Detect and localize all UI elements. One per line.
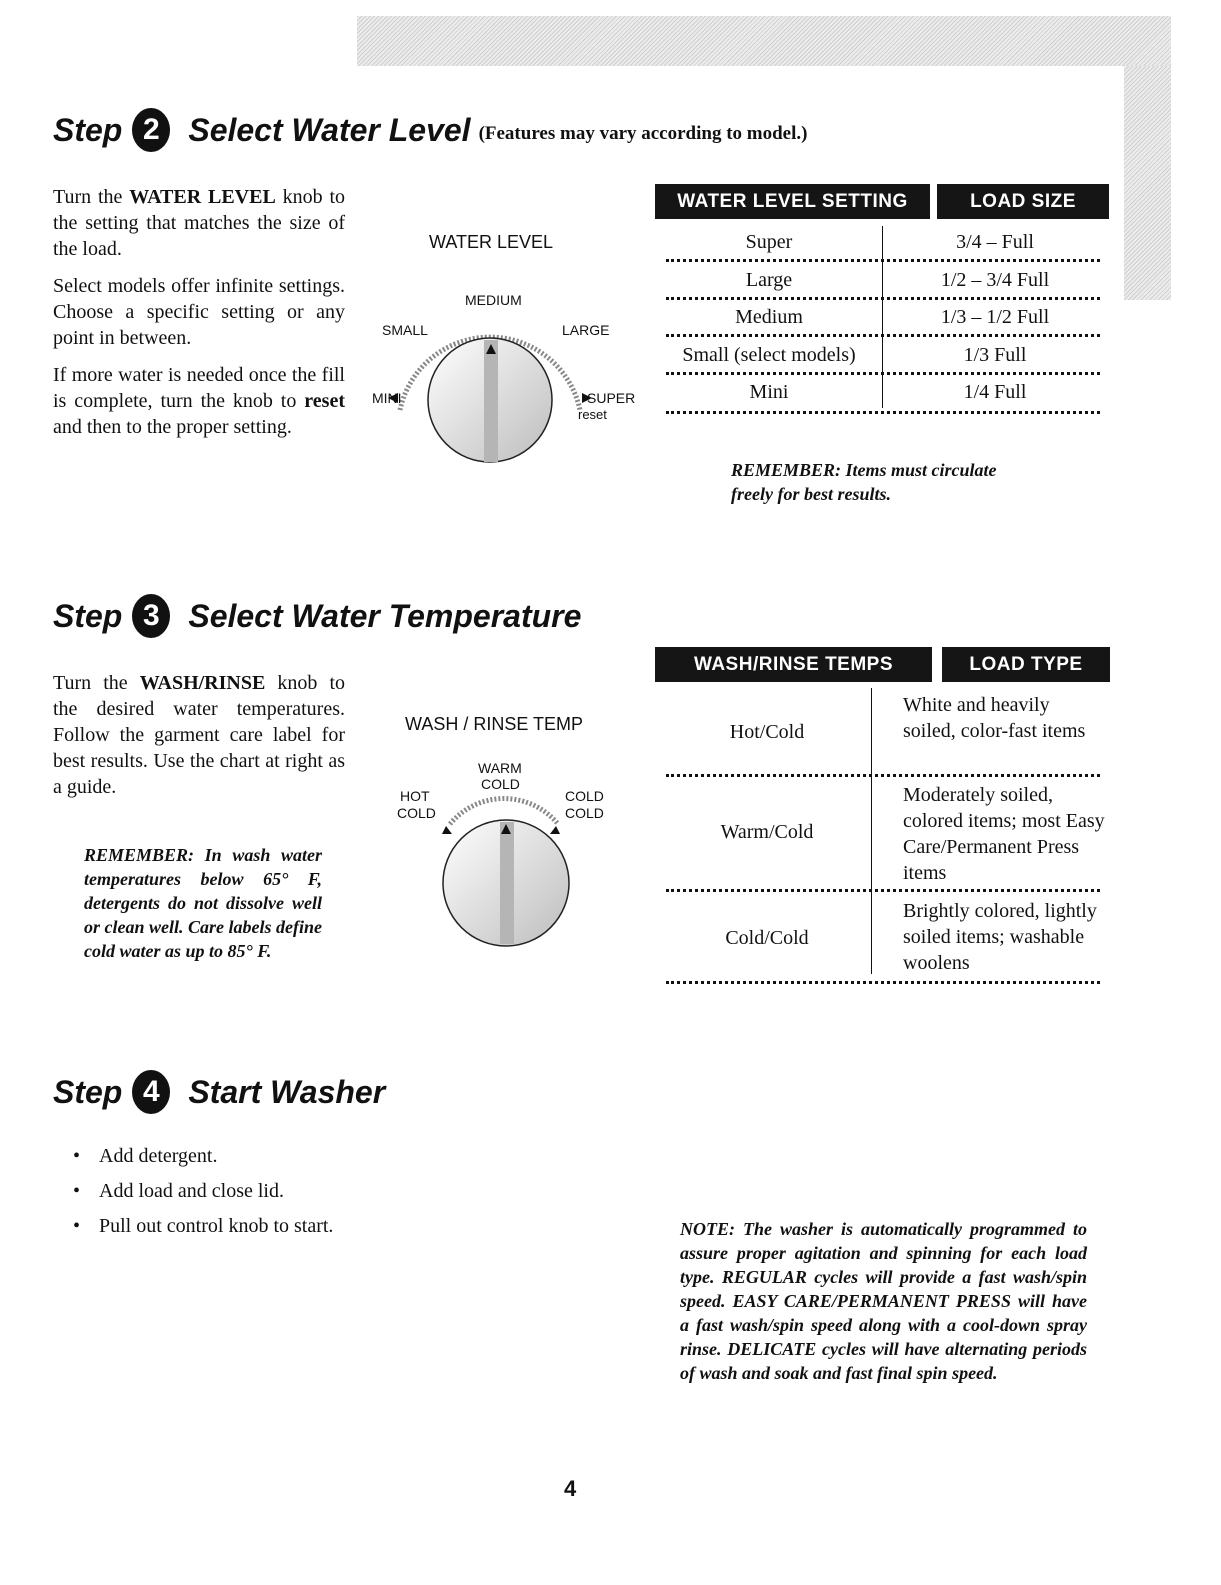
side-shade-bar bbox=[1124, 66, 1171, 300]
table-row-separator bbox=[666, 334, 1100, 337]
dial-label-medium: MEDIUM bbox=[465, 292, 522, 308]
step-title: Select Water Temperature bbox=[188, 597, 582, 634]
table-row-separator bbox=[666, 981, 1100, 984]
step2-paragraph-2: Select models offer infinite settings. Choose a specific setting or any point in between. bbox=[53, 275, 345, 349]
table-cell: 3/4 – Full bbox=[956, 231, 1034, 253]
header-shade-bar bbox=[357, 16, 1171, 66]
page-number: 4 bbox=[564, 1476, 577, 1501]
list-item: • Pull out control knob to start. bbox=[75, 1209, 395, 1244]
step-word: Step bbox=[53, 1073, 123, 1110]
step-subtitle: (Features may vary according to model.) bbox=[478, 123, 808, 144]
dial-label-small: SMALL bbox=[382, 322, 428, 338]
table-row-separator bbox=[666, 259, 1100, 262]
step4-note: NOTE: The washer is automatically programmed to assure proper agitation and spinning for each load type. REGULAR cycles will provide a fast wash/spin speed. EASY CARE/PERMANENT PRESS will have a fast wash/spin speed along with a cool-down spray rinse. DELICATE cycles will have alternating periods of wash and soak and fast final spin speed. bbox=[680, 1219, 1087, 1383]
step-title: Start Washer bbox=[188, 1073, 386, 1110]
wash-rinse-dial-title: WASH / RINSE TEMP bbox=[405, 714, 584, 734]
step2-remember-note: REMEMBER: Items must circulate freely for best results. bbox=[731, 460, 997, 504]
table-cell: Super bbox=[745, 231, 793, 253]
dial-label-hot-cold: COLD bbox=[397, 805, 436, 821]
step-word: Step bbox=[53, 597, 123, 634]
dial-label-reset: reset bbox=[578, 407, 607, 422]
table-cell: White and heavily soiled, color-fast items bbox=[903, 694, 1086, 742]
step3-heading bbox=[53, 594, 581, 638]
dial-label-warm: WARM bbox=[478, 760, 522, 776]
table-header-wash-rinse-temps: WASH/RINSE TEMPS bbox=[655, 647, 932, 682]
step3-instructions bbox=[53, 670, 345, 811]
table-divider bbox=[882, 226, 883, 408]
table-cell: Small (select models) bbox=[682, 344, 856, 366]
table-cell: Cold/Cold bbox=[725, 927, 809, 949]
table-cell: 1/3 – 1/2 Full bbox=[940, 306, 1050, 328]
dial-label-warm-cold: COLD bbox=[481, 776, 520, 792]
dial-label-super: SUPER bbox=[587, 390, 636, 406]
step-number-badge: 3 bbox=[132, 594, 170, 638]
table-cell: Brightly colored, lightly soiled items; washable woolens bbox=[903, 900, 1097, 974]
dial-label-large: LARGE bbox=[562, 322, 610, 338]
table-row-separator bbox=[666, 411, 1100, 414]
dial-label-cold: COLD bbox=[565, 788, 604, 804]
table-header-load-type: LOAD TYPE bbox=[942, 647, 1110, 682]
table-cell: Large bbox=[745, 269, 793, 291]
table-row-separator bbox=[666, 889, 1100, 892]
table-cell: Mini bbox=[749, 381, 789, 403]
step3-remember-note: REMEMBER: In wash water temperatures below 65° F, detergents do not dissolve well or clean well. Care labels define cold water as up to 85° F. bbox=[84, 845, 322, 961]
table-row-separator bbox=[666, 372, 1100, 375]
wash-rinse-dial bbox=[410, 790, 600, 950]
step-number-badge: 4 bbox=[132, 1070, 170, 1114]
table-row-separator bbox=[666, 297, 1100, 300]
step4-bullet-list bbox=[75, 1139, 395, 1244]
table-cell: 1/3 Full bbox=[963, 344, 1027, 366]
step2-instructions bbox=[53, 184, 345, 451]
step2-heading bbox=[53, 108, 807, 152]
table-divider bbox=[871, 688, 872, 974]
table-row-separator bbox=[666, 774, 1100, 777]
list-item: • Add detergent. bbox=[75, 1139, 395, 1174]
step-number-badge: 2 bbox=[132, 108, 170, 152]
step2-paragraph-3: If more water is needed once the fill is complete, turn the knob to reset and then to the proper setting. bbox=[53, 364, 345, 438]
dial-label-hot: HOT bbox=[400, 788, 430, 804]
table-header-load-size: LOAD SIZE bbox=[937, 184, 1109, 219]
step-title: Select Water Level bbox=[188, 111, 471, 148]
table-cell: 1/4 Full bbox=[963, 381, 1027, 403]
table-cell: Moderately soiled, colored items; most Easy Care/Permanent Press items bbox=[903, 784, 1105, 884]
step4-heading bbox=[53, 1070, 385, 1114]
table-cell: Warm/Cold bbox=[720, 821, 814, 843]
table-cell: Hot/Cold bbox=[729, 721, 805, 743]
step2-paragraph-1: Turn the WATER LEVEL knob to the setting that matches the size of the load. bbox=[53, 186, 346, 260]
step-word: Step bbox=[53, 111, 123, 148]
list-item: • Add load and close lid. bbox=[75, 1174, 395, 1209]
step3-paragraph: Turn the WASH/RINSE knob to the desired water temperatures. Follow the garment care label for best results. Use the chart at right as a guide. bbox=[53, 672, 345, 798]
water-level-dial-title: WATER LEVEL bbox=[429, 232, 554, 252]
table-cell: Medium bbox=[735, 306, 803, 328]
dial-label-mini: MINI bbox=[372, 390, 402, 406]
table-cell: 1/2 – 3/4 Full bbox=[940, 269, 1050, 291]
dial-label-cold-cold: COLD bbox=[565, 805, 604, 821]
table-header-water-level-setting: WATER LEVEL SETTING bbox=[655, 184, 930, 219]
